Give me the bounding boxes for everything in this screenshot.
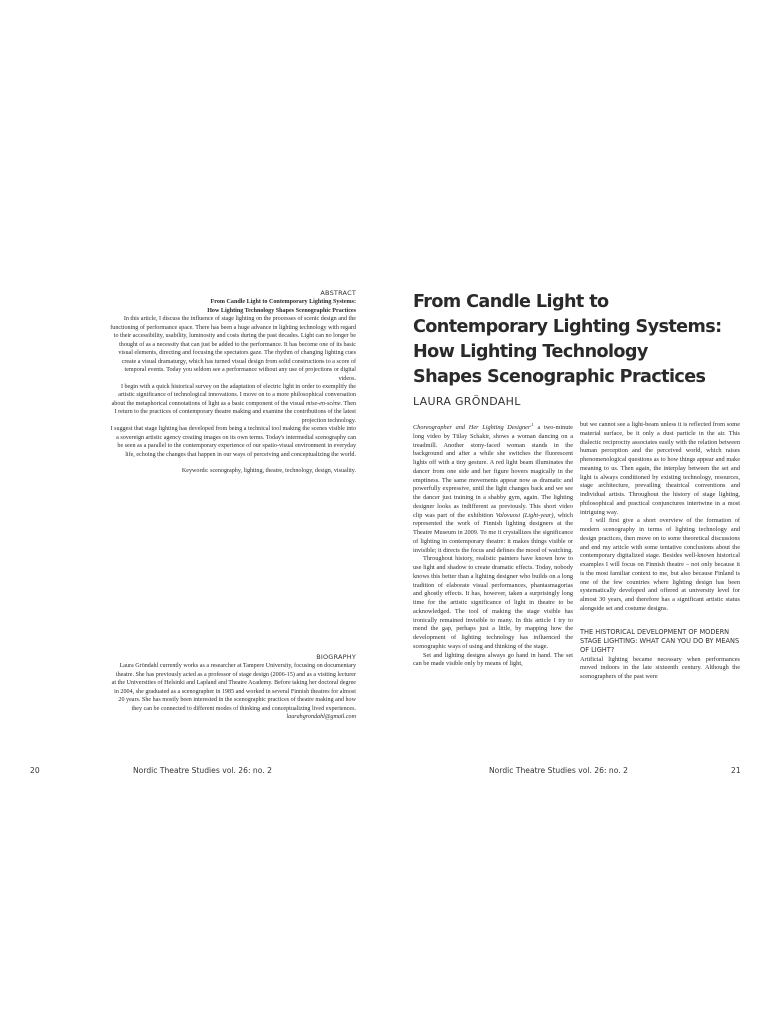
abstract-paragraph-2-end: . Then I return to the practices of contemporary theatre making and examine the contributions of the latest projection technology. — [114, 400, 356, 424]
video-title: Choreographer and Her Lighting Designer — [413, 424, 531, 432]
abstract-section — [110, 289, 356, 476]
article-title-line-4: Shapes Scenographic Practices — [413, 367, 706, 387]
article-title — [413, 290, 743, 390]
body-column-1 — [413, 421, 573, 669]
author-email: laurahgrondahl@gmail.com — [286, 714, 356, 721]
body-paragraph-1 — [413, 421, 573, 555]
abstract-title-line-1: From Candle Light to Contemporary Lighting Systems: — [210, 299, 356, 306]
body-paragraph-6: Artificial lighting became necessary when performances moved indoors in the late sixteenth century. Although the scenographers of the past were — [580, 655, 740, 680]
abstract-paragraph-3: I suggest that stage lighting has developed from being a technical tool making the scenes visible into a sovereign artistic agency creating images on its own terms. Today's intermedial scenography can be seen as a parallel to the contemporary experience of our spatio-visual environment in everyday life, echoing the changes that happen in our ways of perceiving and conceptualizing the world. — [110, 426, 356, 458]
article-title-line-2: Contemporary Lighting Systems: — [413, 317, 722, 337]
article-title-line-3: How Lighting Technology — [413, 342, 648, 362]
left-page-number: 20 — [30, 766, 40, 775]
abstract-heading: ABSTRACT — [320, 289, 356, 297]
section-heading: THE HISTORICAL DEVELOPMENT OF MODERN STAGE LIGHTING: WHAT CAN YOU DO BY MEANS OF LIGHT? — [580, 627, 740, 654]
body-paragraph-1-text: a two-minute long video by Tülay Schakir, shows a woman dancing on a treadmill. Another stony-faced woman stands in the background and after a while she switches the fluorescent lights off with a tiny gesture. A red light beam illuminates the dancer from one side and her figure hovers magically in the emptiness. The same movements appear now as dramatic and powerfully expressive, until the light changes back and we see the dancer just training in a shabby gym, again. The lighting designer looks as indifferent as previously. This short video clip was part of the exhibition — [413, 424, 573, 519]
exhibition-title: Valovuosi (Light-year) — [495, 511, 554, 519]
biography-heading: BIOGRAPHY — [316, 653, 356, 661]
abstract-paragraph-2-emphasis: mise-en-scène — [306, 400, 341, 407]
abstract-title-line-2: How Lighting Technology Shapes Scenographic Practices — [207, 307, 356, 314]
keywords: Keywords: scenography, lighting, theatre, technology, design, visuality. — [181, 468, 356, 475]
biography-text: Laura Gröndahl currently works as a researcher at Tampere University, focusing on documentary theatre. She has previously acted as a professor of stage design (2006-15) and as a visiting lecturer at the Universities of Helsinki and Lapland and Theatre Academy. Before taking her doctoral degree in 2004, she graduated as a scenographer in 1985 and worked in several Finnish theatres for almost 20 years. She has mostly been interested in the scenographic practices of theatre making and how they can be connected to different modes of thinking and conceptualizing lived experiences. — [111, 663, 356, 712]
body-paragraph-1-end: , which represented the work of Finnish lighting designers at the Theatre Museum in 2009. To me it crystallizes the significance of lighting in contemporary theatre: it makes things visible or invisible; it directs the focus and defines the mood of watching. — [413, 511, 574, 554]
article-title-line-1: From Candle Light to — [413, 292, 609, 312]
body-paragraph-2: Throughout history, realistic painters have known how to use light and shadow to create dramatic effects. Today, nobody knows this better than a lighting designer who builds on a long tradition of elaborate visual performances, phantasmagorias and ghostly effects. It has, however, taken a surprisingly long time for the artistic significance of light in theatre to be acknowledged. The tool of making the stage visible has ironically remained invisible to many. In this article I try to mend the gap, perhaps just a little, by mapping how the development of lighting technology has influenced the scenographic ways of using and thinking of the stage. — [413, 555, 573, 650]
left-journal-footer: Nordic Theatre Studies vol. 26: no. 2 — [133, 766, 272, 775]
right-page-number: 21 — [731, 766, 741, 775]
right-journal-footer: Nordic Theatre Studies vol. 26: no. 2 — [489, 766, 628, 775]
abstract-paragraph-1: In this article, I discuss the influence of stage lighting on the processes of scenic design and the functioning of performance space. There has been a huge advance in lighting technology with regard to their accessibility, usability, luminosity and costs during the past decades. Light can no longer be thought of as a necessity that can just be added to the performance. It has become one of its basic visual elements, directing and focusing the spectators gaze. The rhythm of changing lighting cues create a visual dramaturgy, which has turned visual design from solid constructions to a score of temporal events. Today you seldom see a performance without any use of projections or digital videos. — [110, 316, 356, 382]
body-paragraph-3: Set and lighting designs always go hand in hand. The set can be made visible only by means of light, — [413, 651, 573, 668]
body-paragraph-4: but we cannot see a light-beam unless it is reflected from some material surface, be it only a dust particle in the air. This dialectic reciprocity associates easily with the relation between human perception and the perceived world, which raises phenomenological questions as to how things appear and make meaning to us. Then again, the interplay between the set and light is always conditioned by existing technology, resources, stage architecture, prevailing theatrical conventions and individual artists. Throughout the history of stage lighting, philosophical and practical conjunctures intertwine in a most intriguing way. — [580, 421, 740, 516]
abstract-paragraph-2-start: I begin with a quick historical survey on the adaptation of electric light in order to exemplify the artistic significance of technological innovations. I move on to a more philosophical conversation about the metaphorical connotations of light as a basic component of the visual — [111, 383, 356, 407]
body-column-2 — [580, 421, 740, 682]
article-header — [413, 290, 743, 408]
body-paragraph-5: I will first give a short overview of the formation of modern scenography in terms of lighting technology and design practices, then move on to some theoretical discussions and end my article with some tentative conclusions about the contemporary digitalized stage. Besides well-known historical examples I will focus on Finnish theatre – not only because it is the most familiar context to me, but also because Finland is one of the few countries where lighting design has been systematically developed and offered at university level for almost 30 years, and therefore has a significant artistic status alongside set and costume designs. — [580, 517, 740, 612]
author-name: LAURA GRÖNDAHL — [413, 395, 521, 408]
footnote-marker: ,1 — [530, 422, 534, 427]
abstract-paragraph-2 — [110, 383, 356, 425]
biography-section — [110, 653, 356, 722]
